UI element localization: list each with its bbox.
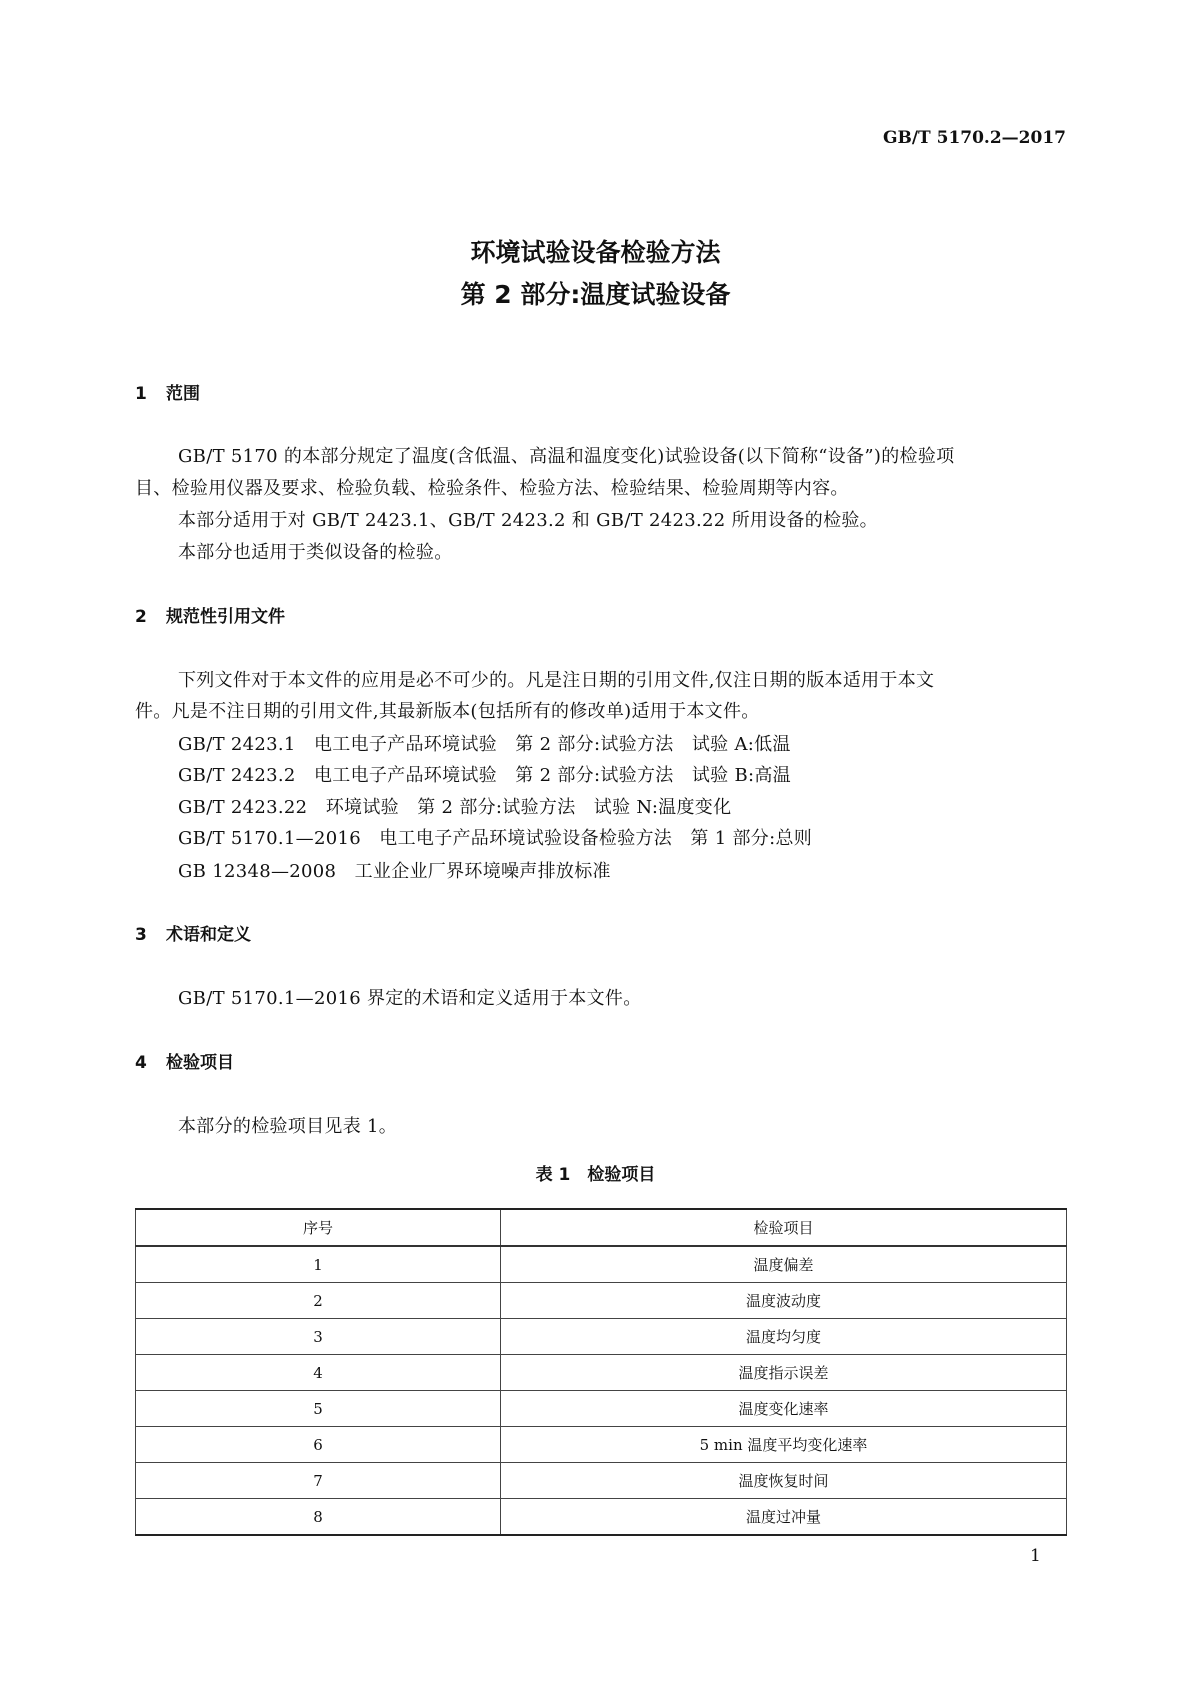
cell-item: 温度变化速率: [501, 1391, 1067, 1427]
column-header-item: 检验项目: [501, 1209, 1067, 1246]
table-row: [136, 1463, 1067, 1499]
table-row: [136, 1246, 1067, 1283]
table-row: [136, 1391, 1067, 1427]
table-header-row: [136, 1209, 1067, 1246]
cell-number: 3: [136, 1319, 501, 1355]
document-title: 环境试验设备检验方法: [470, 238, 721, 267]
paragraph: 本部分适用于对 GB/T 2423.1、GB/T 2423.2 和 GB/T 2423.22 所用设备的检验。: [178, 510, 878, 531]
page-number: 1: [1030, 1546, 1041, 1566]
cell-number: 7: [136, 1463, 501, 1499]
paragraph: GB/T 5170 的本部分规定了温度(含低温、高温和温度变化)试验设备(以下简称“设备”)的检验项: [178, 446, 955, 467]
table-row: [136, 1499, 1067, 1536]
reference-item: GB/T 2423.2 电工电子产品环境试验 第 2 部分:试验方法 试验 B:高温: [178, 765, 791, 786]
cell-number: 2: [136, 1283, 501, 1319]
paragraph: 本部分的检验项目见表 1。: [178, 1116, 398, 1137]
section-number: 2: [135, 607, 147, 627]
section-number: 4: [135, 1053, 147, 1073]
cell-item: 温度恢复时间: [501, 1463, 1067, 1499]
column-header-number: 序号: [136, 1209, 501, 1246]
section-title: 术语和定义: [166, 925, 251, 945]
document-subtitle: 第 2 部分:温度试验设备: [460, 280, 731, 309]
section-heading-1: [135, 379, 200, 404]
table-row: [136, 1427, 1067, 1463]
cell-item: 温度波动度: [501, 1283, 1067, 1319]
cell-item: 温度指示误差: [501, 1355, 1067, 1391]
cell-item: 温度均匀度: [501, 1319, 1067, 1355]
reference-item: GB/T 5170.1—2016 电工电子产品环境试验设备检验方法 第 1 部分:总则: [178, 828, 813, 849]
table-row: [136, 1319, 1067, 1355]
cell-item: 温度过冲量: [501, 1499, 1067, 1536]
table-row: [136, 1283, 1067, 1319]
section-title: 规范性引用文件: [166, 607, 285, 627]
reference-item: GB 12348—2008 工业企业厂界环境噪声排放标准: [178, 861, 611, 882]
paragraph: 目、检验用仪器及要求、检验负载、检验条件、检验方法、检验结果、检验周期等内容。: [135, 478, 849, 499]
paragraph: 本部分也适用于类似设备的检验。: [178, 542, 453, 563]
cell-number: 1: [136, 1246, 501, 1283]
cell-number: 5: [136, 1391, 501, 1427]
section-number: 1: [135, 384, 147, 404]
cell-number: 6: [136, 1427, 501, 1463]
section-heading-2: [135, 602, 285, 627]
cell-number: 8: [136, 1499, 501, 1536]
table-row: [136, 1355, 1067, 1391]
section-title: 检验项目: [166, 1053, 234, 1073]
section-number: 3: [135, 925, 147, 945]
section-heading-3: [135, 920, 251, 945]
inspection-items-table: [135, 1208, 1067, 1536]
paragraph: GB/T 5170.1—2016 界定的术语和定义适用于本文件。: [178, 988, 642, 1009]
cell-item: 温度偏差: [501, 1246, 1067, 1283]
section-title: 范围: [166, 384, 200, 404]
standard-number: GB/T 5170.2—2017: [882, 128, 1066, 148]
section-heading-4: [135, 1048, 234, 1073]
cell-item: 5 min 温度平均变化速率: [501, 1427, 1067, 1463]
paragraph: 下列文件对于本文件的应用是必不可少的。凡是注日期的引用文件,仅注日期的版本适用于本文: [178, 670, 935, 691]
reference-item: GB/T 2423.1 电工电子产品环境试验 第 2 部分:试验方法 试验 A:低温: [178, 734, 791, 755]
table-caption: 表 1 检验项目: [535, 1165, 656, 1185]
cell-number: 4: [136, 1355, 501, 1391]
paragraph: 件。凡是不注日期的引用文件,其最新版本(包括所有的修改单)适用于本文件。: [135, 701, 760, 722]
reference-item: GB/T 2423.22 环境试验 第 2 部分:试验方法 试验 N:温度变化: [178, 797, 732, 818]
